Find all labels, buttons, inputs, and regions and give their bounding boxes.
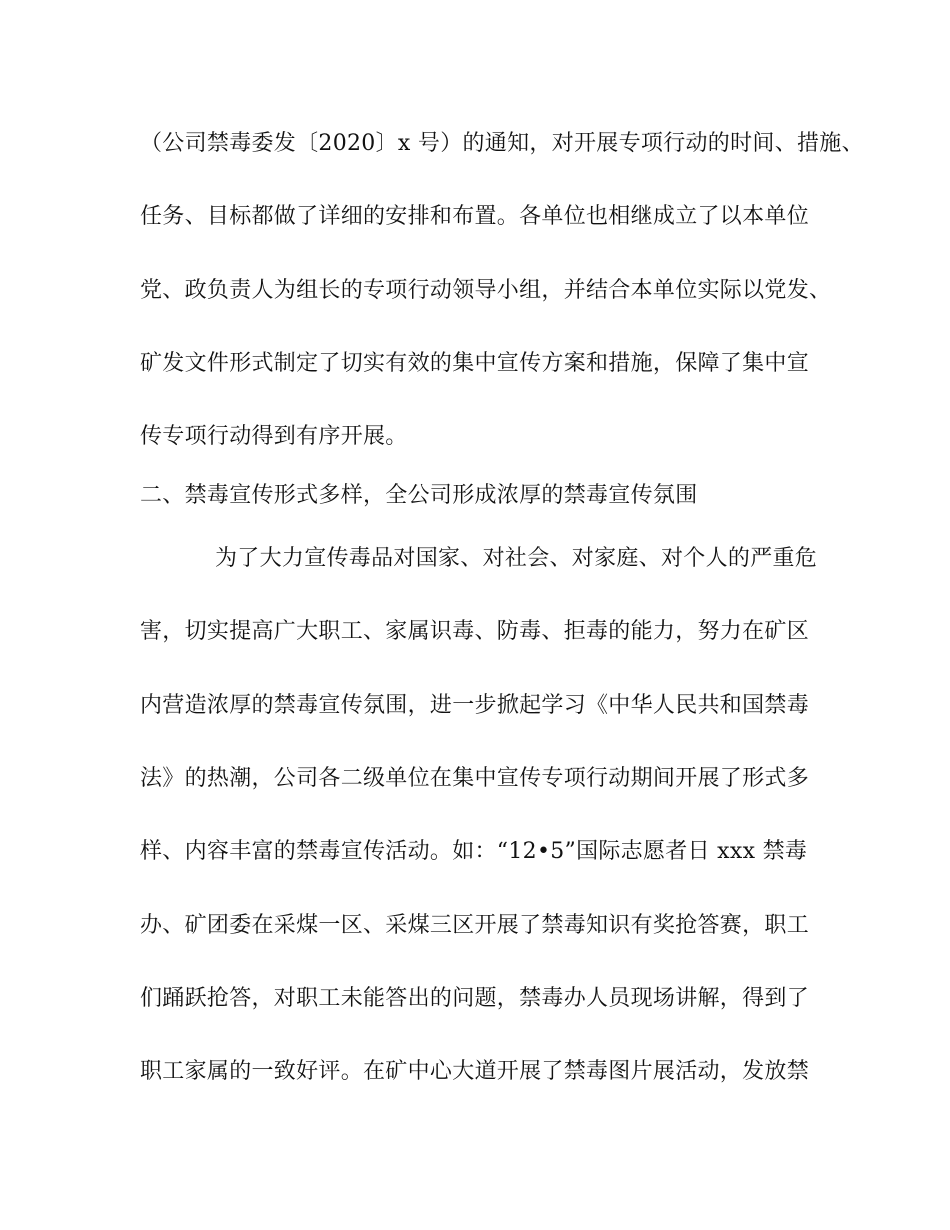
paragraph-2-line-6: 办、矿团委在采煤一区、采煤三区开展了禁毒知识有奖抢答赛，职工 bbox=[140, 913, 810, 938]
paragraph-2-line-4: 法》的热潮，公司各二级单位在集中宣传专项行动期间开展了形式多 bbox=[140, 766, 810, 791]
paragraph-2-line-5: 样、内容丰富的禁毒宣传活动。如：“12•5”国际志愿者日 xxx 禁毒 bbox=[140, 839, 808, 864]
paragraph-2-line-2: 害，切实提高广大职工、家属识毒、防毒、拒毒的能力，努力在矿区 bbox=[140, 619, 810, 644]
paragraph-1-line-1: （公司禁毒委发〔2020〕x 号）的通知，对开展专项行动的时间、措施、 bbox=[140, 131, 864, 156]
paragraph-2-line-1: 为了大力宣传毒品对国家、对社会、对家庭、对个人的严重危 bbox=[215, 546, 818, 571]
paragraph-1-line-2: 任务、目标都做了详细的安排和布置。各单位也相继成立了以本单位 bbox=[140, 204, 810, 229]
paragraph-1-line-3: 党、政负责人为组长的专项行动领导小组，并结合本单位实际以党发、 bbox=[140, 278, 832, 303]
paragraph-2-line-8: 职工家属的一致好评。在矿中心大道开展了禁毒图片展活动，发放禁 bbox=[140, 1059, 810, 1084]
paragraph-1-line-4: 矿发文件形式制定了切实有效的集中宣传方案和措施，保障了集中宣 bbox=[140, 351, 810, 376]
section-heading: 二、禁毒宣传形式多样，全公司形成浓厚的禁毒宣传氛围 bbox=[140, 483, 698, 508]
paragraph-2-line-3: 内营造浓厚的禁毒宣传氛围，进一步掀起学习《中华人民共和国禁毒 bbox=[140, 693, 810, 718]
paragraph-2-line-7: 们踊跃抢答，对职工未能答出的问题，禁毒办人员现场讲解，得到了 bbox=[140, 986, 810, 1011]
paragraph-1-line-5: 传专项行动得到有序开展。 bbox=[140, 424, 408, 449]
